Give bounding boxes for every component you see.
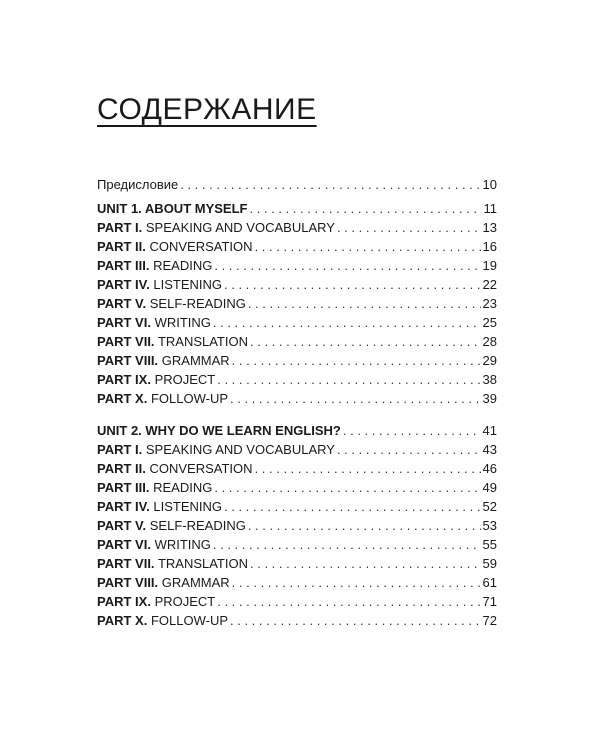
dot-leader [217,370,480,389]
toc-entry[interactable] [97,275,497,294]
toc-page-number: 13 [482,220,497,235]
dot-leader [224,275,481,294]
dot-leader [248,516,481,535]
toc-page-number: 38 [482,372,497,387]
dot-leader [180,175,480,194]
toc-part-number: PART VIII. [97,353,159,368]
dot-leader [337,218,481,237]
toc-part-name: SPEAKING AND VOCABULARY [145,220,335,235]
dot-leader [255,459,481,478]
toc-entry[interactable] [97,573,497,592]
toc-entry-preface[interactable] [97,175,497,194]
toc-entry[interactable] [97,592,497,611]
toc-entry[interactable] [97,478,497,497]
toc-part-name: PROJECT [154,372,216,387]
toc-entry[interactable] [97,389,497,408]
toc-part-name: GRAMMAR [161,353,230,368]
toc-part-name: TRANSLATION [157,334,248,349]
toc-entry[interactable] [97,237,497,256]
dot-leader [213,313,481,332]
toc-part-number: PART VII. [97,334,155,349]
toc-part-number: PART VI. [97,315,151,330]
dot-leader [250,332,481,351]
dot-leader [230,611,481,630]
dot-leader [249,199,481,218]
toc-entry[interactable] [97,294,497,313]
toc-part-number: PART II. [97,239,146,254]
toc-page-number: 43 [482,442,497,457]
toc-part-number: PART VIII. [97,575,159,590]
toc-page-number: 72 [482,613,497,628]
toc-part-number: PART X. [97,613,148,628]
toc-part-number: PART V. [97,296,147,311]
toc-part-number: PART IX. [97,594,151,609]
toc-entry[interactable] [97,370,497,389]
dot-leader [255,237,481,256]
toc-part-number: PART I. [97,442,143,457]
dot-leader [213,535,481,554]
toc-part-name: CONVERSATION [149,461,253,476]
toc-part-number: PART III. [97,258,150,273]
toc-page-number: 41 [482,423,497,438]
toc-part-number: PART VII. [97,556,155,571]
toc-part-name: FOLLOW-UP [150,613,229,628]
toc-part-name: WRITING [154,315,211,330]
toc-part-name: FOLLOW-UP [150,391,229,406]
toc-part-name: LISTENING [153,499,222,514]
toc-unit-heading[interactable] [97,199,497,218]
page-title: СОДЕРЖАНИЕ [97,93,317,126]
toc-part-name: PROJECT [154,594,216,609]
dot-leader [214,478,480,497]
toc-part-name: GRAMMAR [161,575,230,590]
toc-page-number: 55 [482,537,497,552]
dot-leader [224,497,481,516]
toc-part-name: SELF-READING [149,296,246,311]
toc-part-name: LISTENING [153,277,222,292]
toc-page-number: 71 [482,594,497,609]
toc-part-number: PART X. [97,391,148,406]
toc-entry[interactable] [97,554,497,573]
toc-part-number: PART II. [97,461,146,476]
toc-page-number: 29 [482,353,497,368]
toc-entry[interactable] [97,351,497,370]
dot-leader [214,256,480,275]
toc-page-number: 28 [482,334,497,349]
toc-entry[interactable] [97,535,497,554]
toc-part-name: TRANSLATION [157,556,248,571]
dot-leader [250,554,481,573]
dot-leader [217,592,480,611]
toc-page-number: 53 [482,518,497,533]
toc-part-name: SPEAKING AND VOCABULARY [145,442,335,457]
toc-entry[interactable] [97,459,497,478]
toc-entry[interactable] [97,218,497,237]
toc-page-number: 52 [482,499,497,514]
toc-entry[interactable] [97,611,497,630]
toc-part-number: PART I. [97,220,143,235]
toc-part-name: CONVERSATION [149,239,253,254]
toc-unit-title: UNIT 2. WHY DO WE LEARN ENGLISH? [97,423,341,438]
toc-part-number: PART VI. [97,537,151,552]
toc-entry[interactable] [97,332,497,351]
dot-leader [230,389,481,408]
toc-page-number: 59 [482,556,497,571]
toc-page-number: 61 [482,575,497,590]
dot-leader [248,294,481,313]
toc-part-name: WRITING [154,537,211,552]
toc-page-number: 19 [482,258,497,273]
toc-entry[interactable] [97,440,497,459]
table-of-contents [97,175,497,630]
toc-part-name: READING [153,480,213,495]
toc-page-number: 16 [482,239,497,254]
toc-entry[interactable] [97,256,497,275]
toc-entry[interactable] [97,497,497,516]
toc-part-number: PART V. [97,518,147,533]
dot-leader [337,440,481,459]
toc-part-number: PART III. [97,480,150,495]
toc-page-number: 39 [482,391,497,406]
toc-entry-label: Предисловие [97,177,179,192]
toc-page-number: 25 [482,315,497,330]
toc-part-name: SELF-READING [149,518,246,533]
dot-leader [232,351,481,370]
toc-unit-title: UNIT 1. ABOUT MYSELF [97,201,248,216]
toc-page-number: 23 [482,296,497,311]
toc-page-number: 10 [482,177,497,192]
toc-part-number: PART IV. [97,277,150,292]
toc-part-number: PART IX. [97,372,151,387]
toc-page-number: 11 [483,201,497,216]
toc-part-name: READING [153,258,213,273]
toc-page-number: 49 [482,480,497,495]
dot-leader [343,421,481,440]
toc-entry[interactable] [97,313,497,332]
toc-entry[interactable] [97,516,497,535]
toc-page-number: 22 [482,277,497,292]
toc-page-number: 46 [482,461,497,476]
toc-unit-heading[interactable] [97,421,497,440]
dot-leader [232,573,481,592]
toc-part-number: PART IV. [97,499,150,514]
